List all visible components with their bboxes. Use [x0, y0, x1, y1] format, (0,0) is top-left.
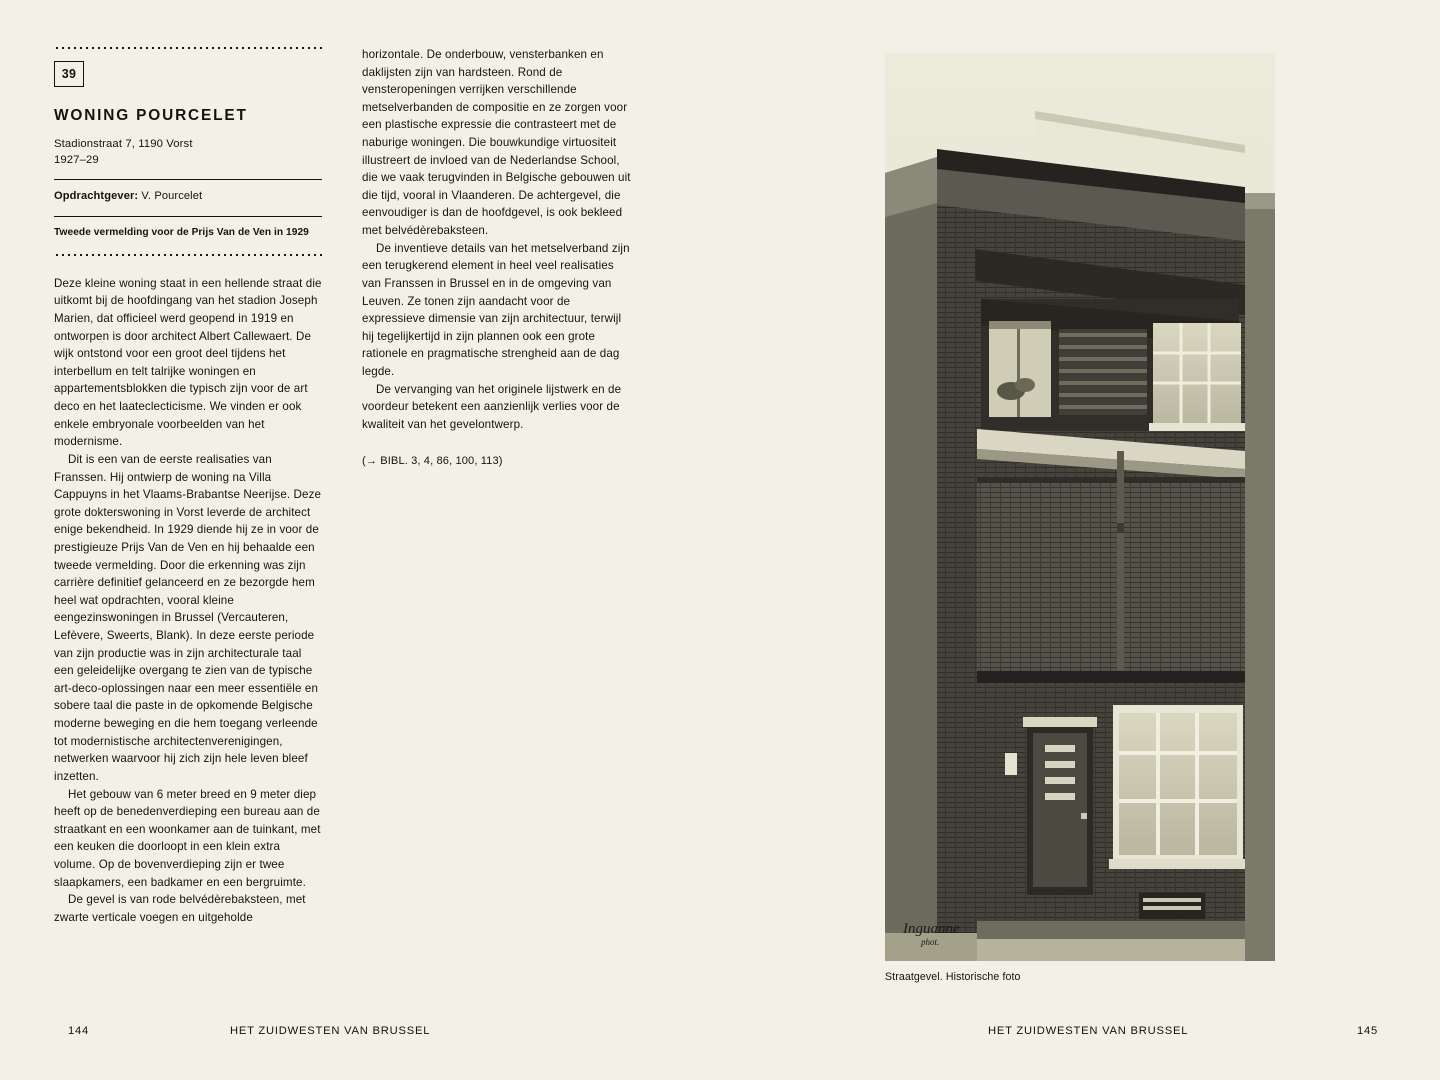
svg-text:phot.: phot.: [921, 937, 940, 947]
paragraph: De inventieve details van het metselverband zijn een terugkerend element in heel veel realisaties van Franssen in Brussel en in de omgeving van Leuven. Ze tonen zijn aandacht voor de expressieve dimensie van zijn architectuur, terwijl hij tegelijkertijd in zijn plannen ook een grote rationele en pragmatische strengheid aan de dag legde.: [362, 241, 630, 378]
paragraph: Deze kleine woning staat in een hellende straat die uitkomt bij de hoofdingang van het stadion Joseph Marien, dat officieel werd geopend in 1919 en ontworpen is door architect Albert Callewaert. De wijk ontstond voor een groot deel tijdens het interbellum en telt talrijke woningen en appartementsblokken die typisch zijn voor de art deco en het laateclecticisme. We vinden er ook enkele embryonale voorbeelden van het modernisme.: [54, 276, 322, 449]
project-number-badge: 39: [54, 61, 84, 87]
award-line: Tweede vermelding voor de Prijs Van de Ven in 1929: [54, 227, 309, 239]
dotted-rule-top: [54, 46, 322, 50]
left-column-two: [362, 46, 634, 470]
photo-caption: Straatgevel. Historische foto: [885, 971, 1021, 983]
client-label: Opdrachtgever:: [54, 190, 139, 203]
paragraph: Het gebouw van 6 meter breed en 9 meter diep heeft op de benedenverdieping een bureau aan de straatkant en een woonkamer aan de tuinkant, met een keuken die doorloopt in een klein extra volume. Op de bovenverdieping zijn er twee slaapkamers, een badkamer en een bergruimte.: [54, 787, 321, 889]
client-value: V. Pourcelet: [138, 190, 203, 203]
photo-illustration-svg: [885, 53, 1275, 961]
dotted-rule-bottom: [54, 253, 322, 257]
page-title: WONING POURCELET: [54, 107, 248, 124]
paragraph: De vervanging van het originele lijstwerk en de voordeur betekent een aanzienlijk verlies voor de kwaliteit van het gevelontwerp.: [362, 382, 622, 431]
folio-number-left: 144: [68, 1025, 90, 1037]
right-page: [720, 0, 1440, 1080]
historic-photo: [885, 53, 1275, 961]
bibliography-reference: (→ BIBL. 3, 4, 86, 100, 113): [362, 455, 503, 468]
photo-signature: Inguanne: [903, 921, 960, 937]
paragraph: Dit is een van de eerste realisaties van Franssen. Hij ontwierp de woning na Villa Cappuyns in het Vlaams-Brabantse Neerijse. Deze grote dokterswoning in Vorst leverde de architect enige bekendheid. In 1929 diende hij ze in voor de prestigieuze Prijs Van de Ven en hij behaalde een tweede vermelding. Door die erkenning was zijn carrière definitief gelanceerd en ze bezorgde hem heel wat opdrachten, vooral kleine eengezinswoningen in Brussel (Vercauteren, Lefèvere, Sweerts, Blank). In deze eerste periode van zijn productie was in zijn architecturale taal een geleidelijke overgang te zien van de typische art-deco-oplossingen naar een meer essentiële en sobere taal die paste in de opkomende Belgische moderne beweging en die hem toegang verleende tot modernistische architectenverenigingen, netwerken waarvoor hij zich zijn hele leven bleef inzetten.: [54, 452, 322, 783]
divider-rule-two: [54, 216, 322, 217]
paragraph: horizontale. De onderbouw, vensterbanken en daklijsten zijn van hardsteen. Rond de vensteropeningen verrijken verschillende metselverbanden de compositie en ze zorgen voor een plastische expressie die contrasteert met de naburige woningen. Die bouwkundige virtuositeit illustreert de invloed van de Nederlandse School, die we vaak terugvinden in Belgische gebouwen uit die tijd, vooral in Vlaanderen. De achtergevel, die eenvoudiger is dan de hoofdgevel, is ook bekleed met belvédèrebaksteen.: [362, 48, 631, 238]
running-head-right: HET ZUIDWESTEN VAN BRUSSEL: [988, 1025, 1189, 1037]
running-head-left: HET ZUIDWESTEN VAN BRUSSEL: [230, 1025, 431, 1037]
paragraph: De gevel is van rode belvédèrebaksteen, met zwarte verticale voegen en uitgeholde: [54, 893, 306, 924]
left-column-one: [54, 46, 322, 926]
client-line: [54, 188, 322, 205]
address-line: Stadionstraat 7, 1190 Vorst: [54, 138, 193, 151]
folio-number-right: 145: [1356, 1025, 1378, 1037]
years-line: 1927–29: [54, 154, 99, 167]
divider-rule: [54, 179, 322, 180]
left-body-text: [54, 275, 322, 927]
project-address: [54, 136, 322, 168]
